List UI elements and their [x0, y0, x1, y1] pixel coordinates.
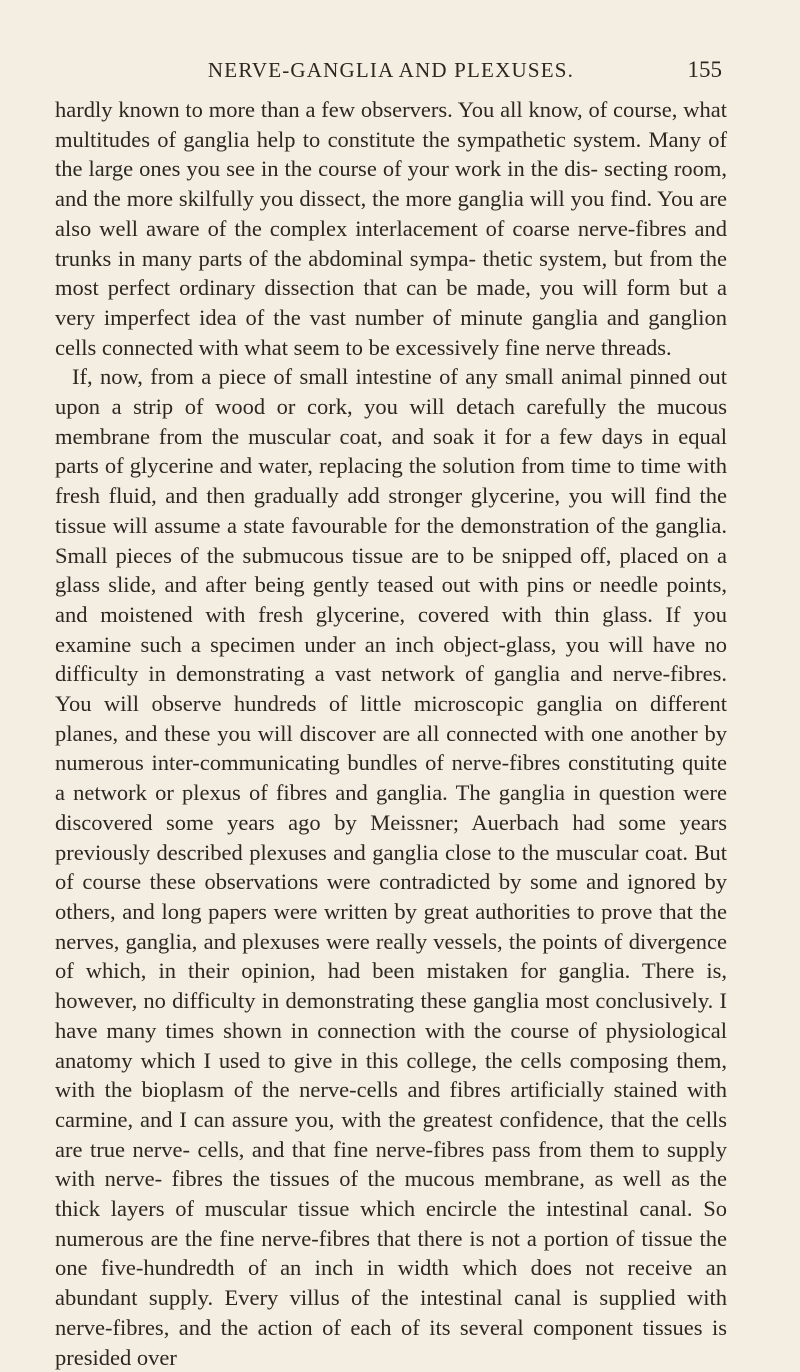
body-text [55, 95, 727, 1372]
paragraph: If, now, from a piece of small intestine of any small animal pinned out upon a strip of wood or cork, you will detach carefully the mucous membrane from the muscular coat, and soak it for a few days in equal parts of glycerine and water, replacing the solution from time to time with fresh fluid, and then gradually add stronger glycerine, you will find the tissue will assume a state favourable for the demonstration of the ganglia. Small pieces of the submucous tissue are to be snipped off, placed on a glass slide, and after being gently teased out with pins or needle points, and moistened with fresh glycerine, covered with thin glass. If you examine such a specimen under an inch object-glass, you will have no difficulty in demonstrating a vast network of ganglia and nerve-fibres. You will observe hundreds of little microscopic ganglia on different planes, and these you will discover are all connected with one another by numerous inter-communicating bundles of nerve-fibres constituting quite a network or plexus of fibres and ganglia. The ganglia in question were discovered some years ago by Meissner; Auerbach had some years previously described plexuses and ganglia close to the muscular coat. But of course these observations were contradicted by some and ignored by others, and long papers were written by great authorities to prove that the nerves, ganglia, and plexuses were really vessels, the points of divergence of which, in their opinion, had been mistaken for ganglia. There is, however, no difficulty in demonstrating these ganglia most conclusively. I have many times shown in connection with the course of physiological anatomy which I used to give in this college, the cells composing them, with the bioplasm of the nerve-cells and fibres artificially stained with carmine, and I can assure you, with the greatest confidence, that the cells are true nerve- cells, and that fine nerve-fibres pass from them to supply with nerve- fibres the tissues of the mucous membrane, as well as the thick layers of muscular tissue which encircle the intestinal canal. So numerous are the fine nerve-fibres that there is not a portion of tissue the one five-hundredth of an inch in width which does not receive an abundant supply. Every villus of the intestinal canal is supplied with nerve-fibres, and the action of each of its several component tissues is presided over [55, 364, 727, 1370]
page-number: 155 [687, 57, 722, 82]
running-title: NERVE-GANGLIA AND PLEXUSES. [207, 58, 575, 82]
paragraph: hardly known to more than a few observers. You all know, of course, what multitudes of ganglia help to constitute the sympathetic system. Many of the large ones you see in the course of your work in the dis- secting room, and the more skilfully you dissect, the more ganglia will you find. You are also well aware of the complex interlacement of coarse nerve-fibres and trunks in many parts of the abdominal sympa- thetic system, but from the most perfect ordinary dissection that can be made, you will form but a very imperfect idea of the vast number of minute ganglia and ganglion cells connected with what seem to be excessively fine nerve threads. [55, 97, 727, 360]
